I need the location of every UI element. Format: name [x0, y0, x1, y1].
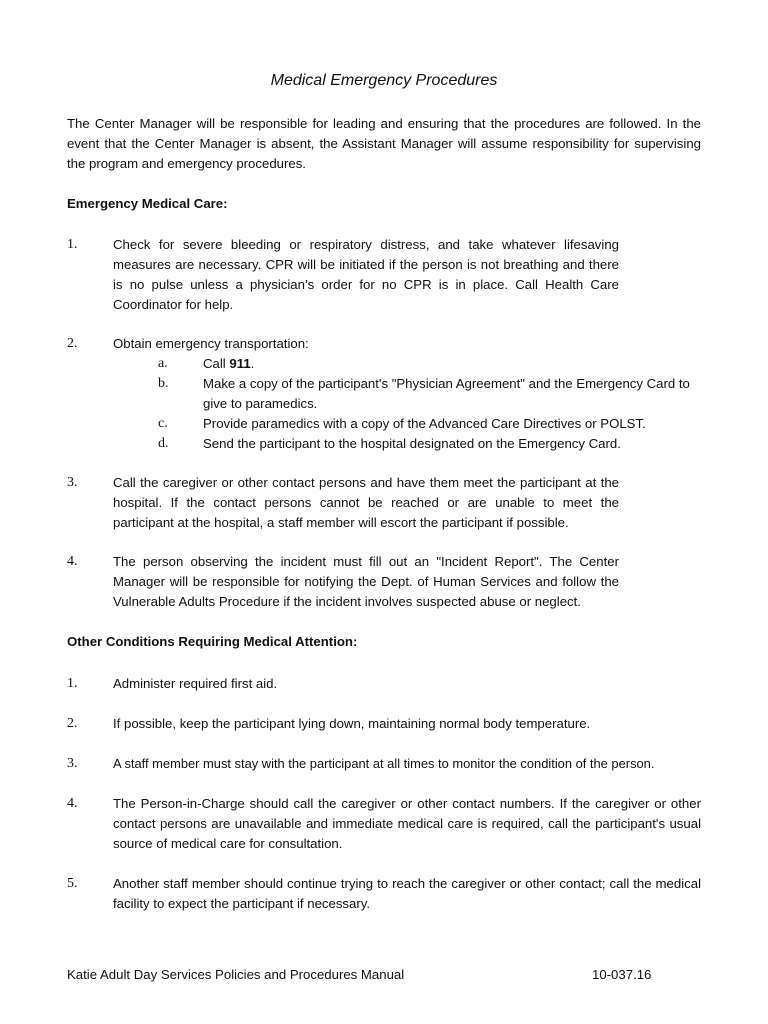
sub-item-text: Provide paramedics with a copy of the Advanced Care Directives or POLST.	[203, 416, 646, 431]
item-number: 1.	[67, 237, 78, 252]
section-heading-other-conditions: Other Conditions Requiring Medical Attention:	[67, 634, 358, 649]
intro-paragraph: The Center Manager will be responsible for leading and ensuring that the procedures are followed. In the event that the Center Manager is absent, the Assistant Manager will assume responsibility for supervising the program and emergency procedures.	[67, 116, 701, 171]
sub-item-text: Make a copy of the participant's "Physician Agreement" and the Emergency Card to give to paramedics.	[203, 376, 690, 411]
item-text: A staff member must stay with the participant at all times to monitor the condition of the person.	[113, 756, 655, 771]
item-number: 1.	[67, 676, 78, 691]
sub-item-letter: d.	[158, 436, 169, 451]
sub-item-text: Send the participant to the hospital designated on the Emergency Card.	[203, 436, 621, 451]
item-text: Call the caregiver or other contact persons and have them meet the participant at the hospital. If the contact persons cannot be reached or are unable to meet the participant at the hospital, a staff member will escort the participant if possible.	[113, 475, 619, 530]
item-text: Check for severe bleeding or respiratory distress, and take whatever lifesaving measures are necessary. CPR will be initiated if the person is not breathing and there is no pulse unless a physician’s order for no CPR is in place. Call Health Care Coordinator for help.	[113, 237, 619, 312]
item-number: 2.	[67, 336, 78, 351]
item-text: Another staff member should continue trying to reach the caregiver or other contact; call the medical facility to expect the participant if necessary.	[113, 876, 701, 911]
item-text: If possible, keep the participant lying down, maintaining normal body temperature.	[113, 716, 591, 731]
sub-item-letter: a.	[158, 356, 168, 371]
footer-document-code: 10-037.16	[592, 967, 652, 982]
sub-item-letter: c.	[158, 416, 168, 431]
item-number: 4.	[67, 796, 78, 811]
footer-manual-title: Katie Adult Day Services Policies and Procedures Manual	[67, 967, 405, 982]
emergency-number: 911	[229, 356, 251, 371]
item-text: Obtain emergency transportation:	[113, 336, 309, 351]
item-number: 4.	[67, 554, 78, 569]
item-text: Administer required first aid.	[113, 676, 278, 691]
page-title: Medical Emergency Procedures	[270, 72, 498, 89]
sub-item-text: Call 911.	[203, 356, 255, 371]
sub-item-letter: b.	[158, 376, 169, 391]
item-number: 2.	[67, 716, 78, 731]
item-text: The person observing the incident must fill out an "Incident Report". The Center Manager will be responsible for notifying the Dept. of Human Services and follow the Vulnerable Adults Procedure if the incident involves suspected abuse or neglect.	[113, 554, 619, 609]
section-heading-emergency-care: Emergency Medical Care:	[67, 196, 228, 211]
item-number: 5.	[67, 876, 78, 891]
item-text: The Person-in-Charge should call the caregiver or other contact numbers. If the caregiver or other contact persons are unavailable and immediate medical care is required, call the participant's usual source of medical care for consultation.	[113, 796, 701, 851]
item-number: 3.	[67, 475, 78, 490]
item-number: 3.	[67, 756, 78, 771]
